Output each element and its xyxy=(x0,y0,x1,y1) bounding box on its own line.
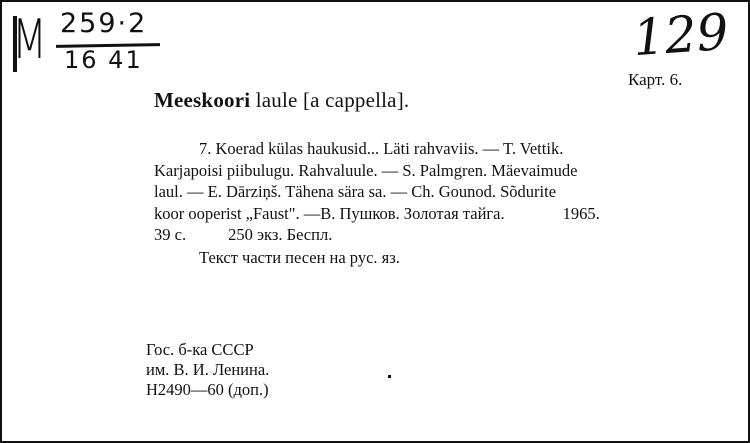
title-rest: laule [a cappella]. xyxy=(250,88,410,112)
description-line: Karjapoisi piibulugu. Rahvaluule. — S. Palmgren. Mäevaimude xyxy=(154,160,578,180)
language-note: Текст части песен на рус. яз. xyxy=(199,248,400,267)
ink-dot xyxy=(388,375,391,378)
description-block xyxy=(154,138,696,246)
handwritten-shelf-letter: M xyxy=(12,8,46,71)
handwritten-corner-number: 129 xyxy=(630,2,730,68)
handwritten-call-number-top: 259·2 xyxy=(60,8,148,39)
description-line: laul. — E. Dārziņš. Tähena sära sa. — Ch. Gounod. Sõdurite xyxy=(154,182,557,201)
page-count: 39 с. xyxy=(154,225,187,244)
publication-year: 1965. xyxy=(562,203,600,223)
print-run: 250 экз. Беспл. xyxy=(228,225,333,244)
library-line: им. В. И. Ленина. xyxy=(146,360,270,379)
description-line: koor ooperist „Faust". —В. Пушков. Золотая тайга. xyxy=(154,203,505,223)
title-bold: Meeskoori xyxy=(154,88,251,112)
library-line: Н2490—60 (доп.) xyxy=(146,380,269,399)
card-title xyxy=(154,88,409,113)
description-line-with-year xyxy=(154,203,696,225)
description-line-extent xyxy=(154,224,696,246)
handwritten-call-number-bottom: 16 41 xyxy=(64,46,143,74)
description-line: 7. Koerad külas haukusid... Läti rahvaviis. — T. Vettik. xyxy=(199,139,564,158)
library-imprint xyxy=(146,340,269,400)
library-line: Гос. б-ка СССР xyxy=(146,340,254,359)
card-number: Карт. 6. xyxy=(628,70,683,89)
